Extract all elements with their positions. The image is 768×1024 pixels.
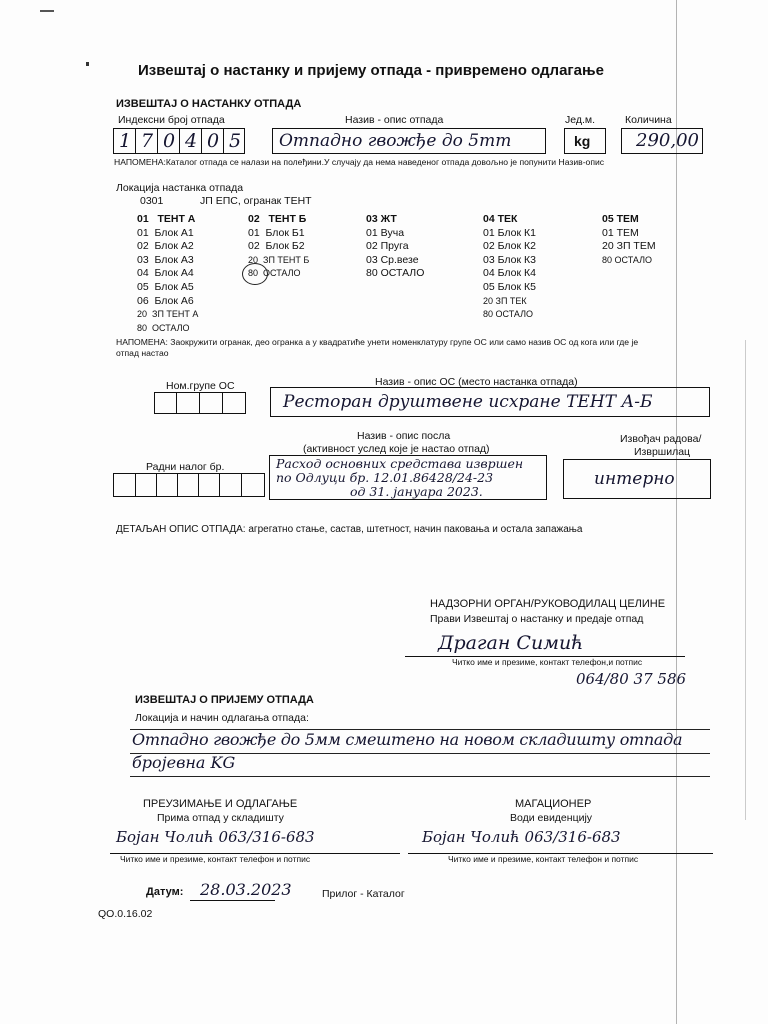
name-label: Назив - опис отпада <box>345 114 444 126</box>
disposal-location-label: Локација и начин одлагања отпада: <box>135 712 309 724</box>
index-digit: 7 <box>141 130 154 152</box>
page-title: Извештај о настанку и пријему отпада - привремено одлагање <box>138 62 604 79</box>
location-item[interactable]: 20 ЗП ТЕНТ Б <box>248 254 310 265</box>
location-item-selected[interactable]: 80 ОСТАЛО <box>248 268 301 279</box>
supervisor-title: НАДЗОРНИ ОРГАН/РУКОВОДИЛАЦ ЦЕЛИНЕ <box>430 598 666 610</box>
work-desc-line: по Одлуци бр. 12.01.86428/24-23 <box>276 470 494 485</box>
receiver-caption: Читко име и презиме, контакт телефон и потпис <box>120 854 311 864</box>
quantity-field[interactable] <box>621 128 703 154</box>
scan-mark <box>86 62 89 66</box>
location-item[interactable]: 01 ТЕМ <box>602 226 639 239</box>
column-zht <box>366 213 424 281</box>
location-item[interactable]: 03 Блок К3 <box>483 253 536 266</box>
os-group-label: Ном.групе ОС <box>166 380 235 392</box>
quantity-value: 290,00 <box>636 130 699 151</box>
supervisor-caption: Читко име и презиме, контакт телефон,и потпис <box>452 657 643 667</box>
location-item[interactable]: 03 Ср.везе <box>366 253 419 266</box>
col-header-name: ТЕНТ А <box>157 213 196 225</box>
location-item[interactable]: 02 Блок К2 <box>483 240 536 253</box>
unit-value: kg <box>574 133 591 149</box>
location-item[interactable]: 01 Блок К1 <box>483 226 536 239</box>
receiver-title: ПРЕУЗИМАЊЕ И ОДЛАГАЊЕ <box>143 798 298 810</box>
location-item[interactable]: 02 Блок Б2 <box>248 240 305 253</box>
col-header-name: ЖТ <box>380 213 397 225</box>
warehouse-subtitle: Води евиденцију <box>510 812 593 824</box>
col-header-code: 01 <box>137 213 149 225</box>
waste-name-value: Отпадно гвожђе до 5mm <box>279 131 512 151</box>
location-label: Локација настанка отпада <box>116 182 244 194</box>
location-item[interactable]: 80 ОСТАЛО <box>366 267 425 280</box>
location-note-line2: отпад настао <box>116 348 169 358</box>
col-header-name: ТЕМ <box>616 213 639 225</box>
index-digit: 0 <box>163 130 176 152</box>
supervisor-signature: Драган Симић <box>438 632 584 654</box>
detail-hint: агрегатно стање, састав, штетност, начин паковања и остала запажања <box>245 524 583 535</box>
location-item[interactable]: 04 Блок К4 <box>483 267 536 280</box>
location-item[interactable]: 03 Блок А3 <box>137 253 194 266</box>
index-number-boxes[interactable] <box>113 128 245 154</box>
contractor-value: интерно <box>594 469 675 489</box>
warehouse-signature: Бојан Чолић 063/316-683 <box>422 828 621 846</box>
date-value: 28.03.2023 <box>200 880 292 899</box>
location-item[interactable]: 80 ОСТАЛО <box>602 254 653 265</box>
catalog-note: НАПОМЕНА:Каталог отпада се налази на полеђини.У случају да нема наведеног отпада довољно је попунити Назив-опис <box>114 157 605 167</box>
location-item[interactable]: 80 ОСТАЛО <box>137 322 190 333</box>
os-name-value: Ресторан друштвене исхране ТЕНТ А-Б <box>283 392 653 412</box>
location-item[interactable]: 01 Вуча <box>366 226 405 239</box>
os-group-boxes[interactable] <box>154 392 246 414</box>
warehouse-title: МАГАЦИОНЕР <box>515 798 592 810</box>
disposal-line-2: бројевна KG <box>132 753 236 772</box>
location-item[interactable]: 02 Пруга <box>366 240 409 253</box>
location-item[interactable]: 02 Блок А2 <box>137 240 194 253</box>
disposal-line-1: Отпадно гвожђе до 5мм смештено на новом складишту отпада <box>132 730 683 749</box>
location-item[interactable]: 01 Блок Б1 <box>248 226 305 239</box>
waste-name-field[interactable] <box>272 128 546 154</box>
detail-description <box>116 524 582 535</box>
location-item[interactable]: 20 ЗП ТЕК <box>483 295 527 306</box>
os-name-field[interactable] <box>270 387 710 417</box>
supervisor-subtitle: Прави Извештај о настанку и предаје отпад <box>430 613 644 625</box>
work-order-label: Радни налог бр. <box>146 461 225 473</box>
column-tem <box>602 213 656 267</box>
selection-circle <box>242 263 268 285</box>
index-digit: 5 <box>229 130 242 152</box>
index-digit: 0 <box>207 130 220 152</box>
work-name-label: Назив - опис посла <box>357 430 451 442</box>
date-label: Датум: <box>146 886 184 898</box>
os-name-label: Назив - опис ОС (место настанка отпада) <box>375 376 578 388</box>
col-header-code: 03 <box>366 213 378 225</box>
index-digit: 1 <box>119 130 132 152</box>
location-item[interactable]: 04 Блок А4 <box>137 267 194 280</box>
work-desc-line: од 31. јануара 2023. <box>350 484 483 499</box>
work-description-field[interactable] <box>269 455 547 500</box>
location-item[interactable]: 06 Блок А6 <box>137 294 194 307</box>
location-org: ЈП ЕПС, огранак ТЕНТ <box>200 195 312 207</box>
contractor-label-2: Извршилац <box>634 446 691 458</box>
document-code: QO.0.16.02 <box>98 908 153 920</box>
attachment-label: Прилог - Каталог <box>322 888 405 900</box>
supervisor-phone: 064/80 37 586 <box>576 670 687 688</box>
location-code: 0301 <box>140 195 164 207</box>
location-item[interactable]: 01 Блок А1 <box>137 226 194 239</box>
scan-margin-line-2 <box>745 340 746 820</box>
contractor-label: Извођач радова/ <box>620 433 702 445</box>
location-item[interactable]: 20 ЗП ТЕНТ А <box>137 309 199 320</box>
qty-label: Количина <box>625 114 672 126</box>
detail-label: ДЕТАЉАН ОПИС ОТПАДА: <box>116 524 246 535</box>
disposal-line <box>130 776 710 777</box>
location-note-line1: НАПОМЕНА: Заокружити огранак, део огранка а у квадратиће унети номенклатуру групе ОС или само назив ОС од кога или где је <box>116 337 639 347</box>
index-digit: 4 <box>185 130 198 152</box>
col-header-name: ТЕНТ Б <box>268 213 307 225</box>
section-heading: ИЗВЕШТАЈ О НАСТАНКУ ОТПАДА <box>116 98 302 110</box>
date-line <box>190 900 275 901</box>
index-label: Индексни број отпада <box>118 114 225 126</box>
work-order-boxes[interactable] <box>113 473 265 497</box>
column-tek <box>483 213 536 322</box>
unit-field[interactable] <box>564 128 606 154</box>
receiver-signature: Бојан Чолић 063/316-683 <box>116 828 315 846</box>
location-item[interactable]: 05 Блок А5 <box>137 280 194 293</box>
work-desc-line: Расход основних средстава извршен <box>276 456 524 471</box>
col-header-code: 04 <box>483 213 495 225</box>
col-header-name: ТЕК <box>497 213 518 225</box>
scan-mark <box>40 10 54 12</box>
receipt-heading: ИЗВЕШТАЈ О ПРИЈЕМУ ОТПАДА <box>135 694 314 706</box>
work-name-sublabel: (активност услед које је настао отпад) <box>303 443 490 455</box>
location-item[interactable]: 05 Блок К5 <box>483 280 536 293</box>
warehouse-caption: Читко име и презиме, контакт телефон и потпис <box>448 854 639 864</box>
column-tent-a <box>137 213 198 335</box>
col-header-code: 05 <box>602 213 614 225</box>
location-item[interactable]: 80 ОСТАЛО <box>483 309 534 320</box>
location-item[interactable]: 20 ЗП ТЕМ <box>602 240 656 253</box>
col-header-code: 02 <box>248 213 260 225</box>
contractor-field[interactable] <box>563 459 711 499</box>
unit-label: Јед.м. <box>565 114 596 126</box>
receiver-subtitle: Прима отпад у складишту <box>157 812 284 824</box>
